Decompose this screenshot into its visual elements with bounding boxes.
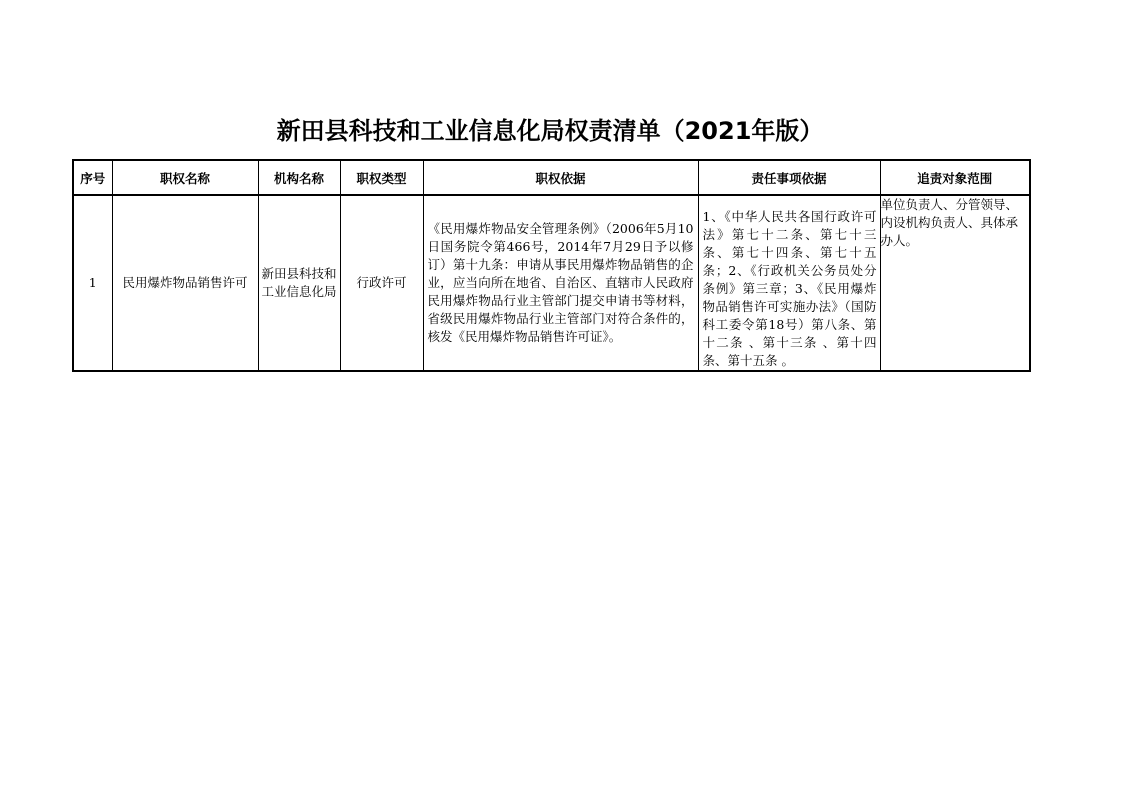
header-seq: 序号 — [73, 160, 112, 195]
cell-accountability-scope: 单位负责人、分管领导、内设机构负责人、具体承办人。 — [880, 195, 1030, 371]
power-responsibility-table — [72, 159, 1031, 372]
header-responsibility-basis: 责任事项依据 — [698, 160, 880, 195]
cell-responsibility-basis: 1、《中华人民共各国行政许可法》第七十二条、第七十三条、第七十四条、第七十五条；2、《行政机关公务员处分条例》第三章；3、《民用爆炸物品销售许可实施办法》（国防科工委令第18号）第八条、第十二条 、第十三条 、第十四条、第十五条 。 — [698, 195, 880, 371]
cell-seq: 1 — [73, 195, 112, 371]
header-accountability-scope: 追责对象范围 — [880, 160, 1030, 195]
header-power-type: 职权类型 — [340, 160, 423, 195]
table-header-row — [73, 160, 1030, 195]
table-row — [73, 195, 1030, 371]
header-basis: 职权依据 — [423, 160, 698, 195]
cell-basis: 《民用爆炸物品安全管理条例》（2006年5月10日国务院令第466号，2014年7月29日予以修订）第十九条：申请从事民用爆炸物品销售的企业，应当向所在地省、自治区、直辖市人民政府民用爆炸物品行业主管部门提交申请书等材料，省级民用爆炸物品行业主管部门对符合条件的，核发《民用爆炸物品销售许可证》。 — [423, 195, 698, 371]
cell-agency: 新田县科技和工业信息化局 — [258, 195, 340, 371]
cell-power-name: 民用爆炸物品销售许可 — [112, 195, 258, 371]
cell-power-type: 行政许可 — [340, 195, 423, 371]
header-agency: 机构名称 — [258, 160, 340, 195]
page-title: 新田县科技和工业信息化局权责清单（2021年版） — [276, 117, 824, 145]
header-power-name: 职权名称 — [112, 160, 258, 195]
